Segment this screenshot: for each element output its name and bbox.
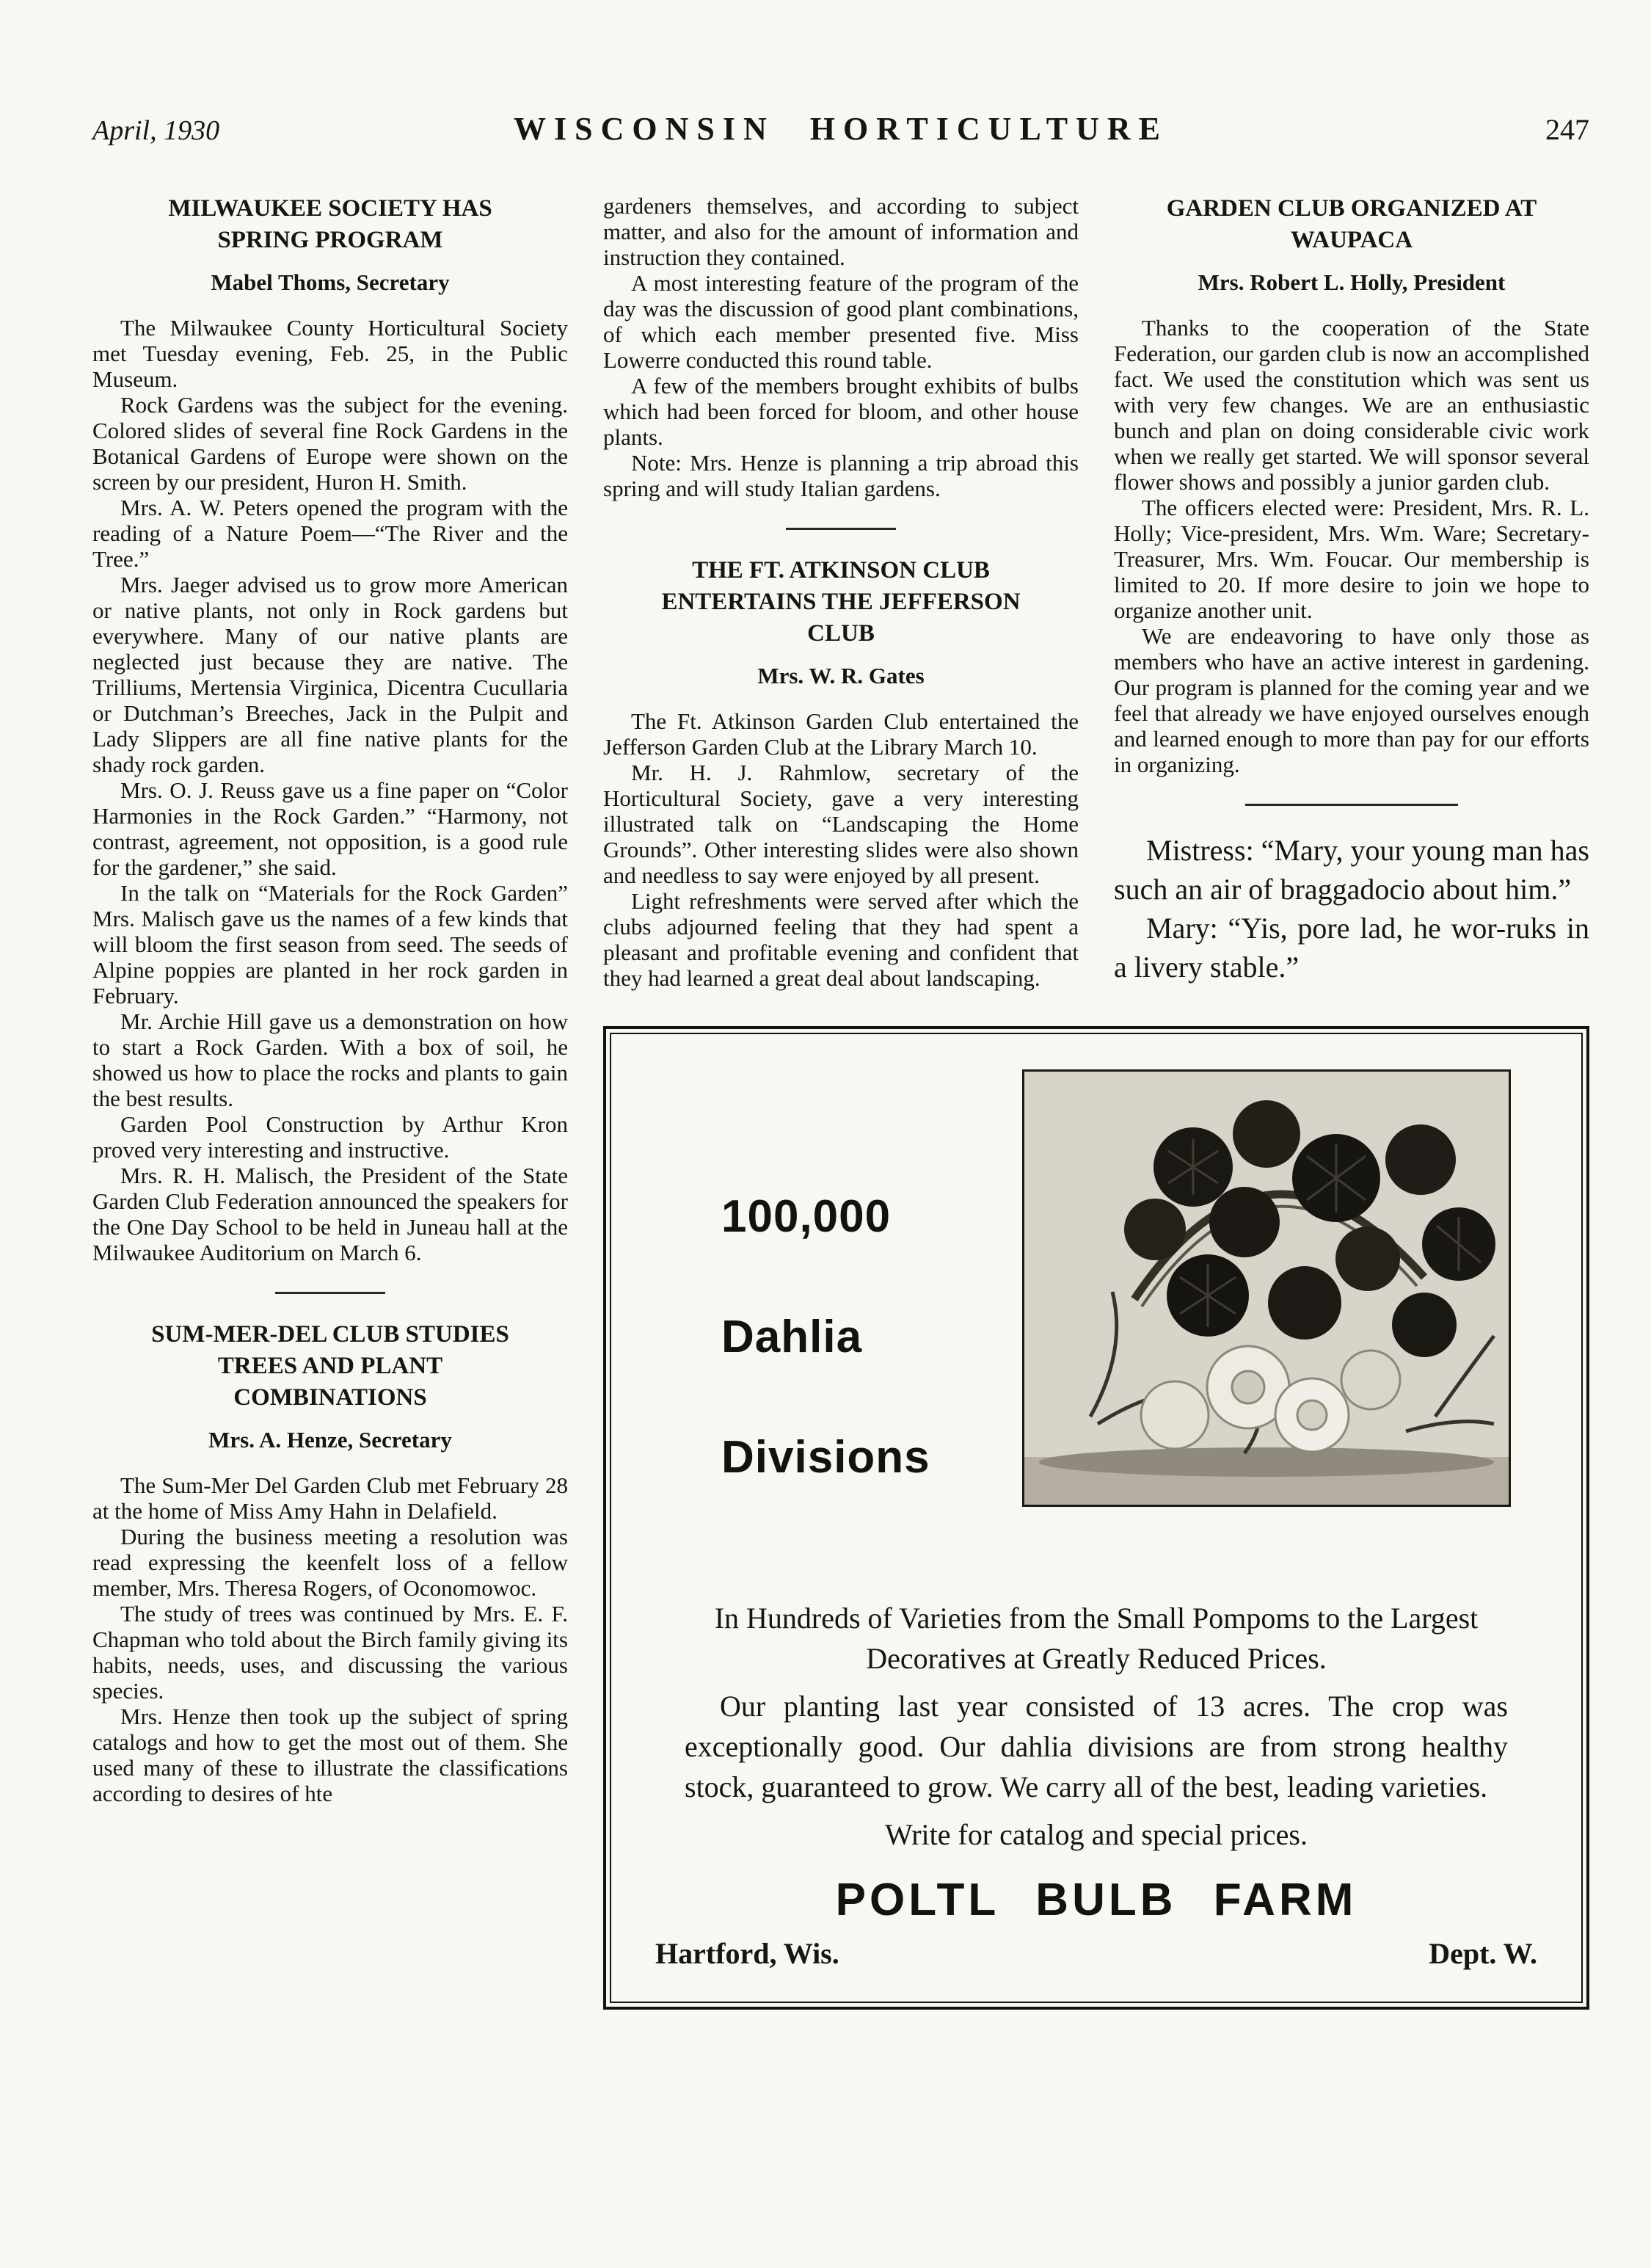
column-2 <box>603 193 1079 991</box>
paragraph: Mr. Archie Hill gave us a demonstration on how to start a Rock Garden. With a box of soil, he showed us how to place the rocks and plants to gain the best results. <box>92 1008 568 1111</box>
article-ft-atkinson <box>603 555 1079 991</box>
ad-headline <box>655 1069 1022 1555</box>
paragraph: Mr. H. J. Rahmlow, secretary of the Horticultural Society, gave a very interesting illustrated talk on “Landscaping the Home Grounds”. Other interesting slides were also shown and needless to say were enjoyed by all present. <box>603 760 1079 888</box>
paragraph: Thanks to the cooperation of the State Federation, our garden club is now an accomplished fact. We used the constitution which was sent us with very few changes. We are an enthusiastic bunch and plan on doing considerable civic work when we really get started. We will sponsor several flower shows and possibly a junior garden club. <box>1114 315 1589 495</box>
dahlia-photo <box>1022 1069 1511 1507</box>
paragraph: The Ft. Atkinson Garden Club entertained the Jefferson Garden Club at the Library March 10. <box>603 708 1079 760</box>
paragraph: Mrs. O. J. Reuss gave us a fine paper on “Color Harmonies in the Rock Garden.” “Harmony, not contrast, agreement, not opposition, is a good rule for the gardener,” she said. <box>92 777 568 880</box>
joke-line: Mistress: “Mary, your young man has such an air of braggadocio about him.” <box>1114 834 1589 906</box>
paragraph: Note: Mrs. Henze is planning a trip abroad this spring and will study Italian gardens. <box>603 450 1079 501</box>
joke-filler <box>1114 831 1589 986</box>
ad-company-name: POLTL BULB FARM <box>835 1875 1357 1925</box>
ad-headline-quantity: 100,000 <box>721 1191 892 1242</box>
article-title: SUM-MER-DEL CLUB STUDIES TREES AND PLANT COMBINATIONS <box>151 1321 509 1411</box>
ad-dept: Dept. W. <box>1429 1937 1537 1970</box>
paragraph: A few of the members brought exhibits of bulbs which had been forced for bloom, and other house plants. <box>603 373 1079 450</box>
right-region <box>603 193 1589 2010</box>
article-byline: Mabel Thoms, Secretary <box>211 269 450 295</box>
paragraph: In the talk on “Materials for the Rock Garden” Mrs. Malisch gave us the names of a few kinds that will bloom the first season from seed. The seeds of Alpine poppies are planted in her rock garden in February. <box>92 880 568 1008</box>
advertisement-poltl-bulb-farm <box>603 1026 1589 2010</box>
paragraph: gardeners themselves, and according to subject matter, and also for the amount of information and instruction they contained. <box>603 193 1079 270</box>
paragraph: Rock Gardens was the subject for the evening. Colored slides of several fine Rock Gardens in the Botanical Gardens of Europe were shown on the screen by our president, Huron H. Smith. <box>92 392 568 495</box>
running-head <box>92 110 1589 148</box>
article-waupaca <box>1114 193 1589 777</box>
journal-title: WISCONSIN HORTICULTURE <box>514 111 1168 147</box>
article-milwaukee-society <box>92 193 568 1265</box>
ad-inner-frame <box>610 1033 1583 2003</box>
paragraph: The Milwaukee County Horticultural Society met Tuesday evening, Feb. 25, in the Public Museum. <box>92 315 568 392</box>
paragraph: Mrs. A. W. Peters opened the program with the reading of a Nature Poem—“The River and the Tree.” <box>92 495 568 572</box>
column-3 <box>1114 193 1589 991</box>
section-divider <box>786 528 896 530</box>
paragraph: The study of trees was continued by Mrs. E. F. Chapman who told about the Birch family giving its habits, needs, uses, and discussing the various species. <box>92 1601 568 1704</box>
paragraph: We are endeavoring to have only those as members who have an active interest in gardening. Our program is planned for the coming year and we feel that already we have enjoyed ourselves enough and learned enough to more than pay for our efforts in organizing. <box>1114 623 1589 777</box>
page-number: 247 <box>1545 113 1589 146</box>
paragraph: Garden Pool Construction by Arthur Kron proved very interesting and instructive. <box>92 1111 568 1163</box>
article-summerdel-club <box>92 1319 568 1806</box>
paragraph: Mrs. Jaeger advised us to grow more American or native plants, not only in Rock gardens but everywhere. Many of our native plants are neglected just because they are native. The Trilliums, Mertensia Virginica, Dicentra Cucullaria or Dutchman’s Breeches, Jack in the Pulpit and Lady Slippers are all fine native plants for the shady rock garden. <box>92 572 568 777</box>
ad-body-copy <box>685 1598 1508 1855</box>
article-title: THE FT. ATKINSON CLUB ENTERTAINS THE JEFFERSON CLUB <box>661 557 1021 647</box>
paragraph: A most interesting feature of the program of the day was the discussion of good plant combinations, of which each member presented five. Miss Lowerre conducted this round table. <box>603 270 1079 373</box>
paragraph: The Sum-Mer Del Garden Club met February 28 at the home of Miss Amy Hahn in Delafield. <box>92 1472 568 1524</box>
ad-top-row <box>655 1069 1537 1555</box>
article-byline: Mrs. Robert L. Holly, President <box>1198 269 1506 295</box>
ad-paragraph: Our planting last year consisted of 13 acres. The crop was exceptionally good. Our dahlia divisions are from strong healthy stock, guaranteed to grow. We carry all of the best, leading varieties. <box>685 1690 1508 1803</box>
article-title: MILWAUKEE SOCIETY HAS SPRING PROGRAM <box>168 195 492 253</box>
text-columns <box>603 193 1589 991</box>
ad-paragraph: Write for catalog and special prices. <box>885 1818 1308 1851</box>
article-byline: Mrs. A. Henze, Secretary <box>208 1427 452 1453</box>
joke-line: Mary: “Yis, pore lad, he wor-ruks in a livery stable.” <box>1114 912 1589 984</box>
issue-date: April, 1930 <box>92 115 220 146</box>
dahlia-photo-illustration <box>1024 1072 1509 1505</box>
section-divider <box>1245 804 1458 806</box>
column-1 <box>92 193 568 2010</box>
section-divider <box>275 1292 385 1294</box>
paragraph: During the business meeting a resolution was read expressing the keenfelt loss of a fellow member, Mrs. Theresa Rogers, of Oconomowoc. <box>92 1524 568 1601</box>
ad-headline-divisions: Divisions <box>721 1432 930 1483</box>
paragraph: Mrs. R. H. Malisch, the President of the State Garden Club Federation announced the speakers for the One Day School to be held in Juneau hall at the Milwaukee Auditorium on March 6. <box>92 1163 568 1265</box>
ad-footer-row <box>655 1936 1537 1971</box>
article-byline: Mrs. W. R. Gates <box>757 663 925 688</box>
paragraph: Mrs. Henze then took up the subject of spring catalogs and how to get the most out of them. She used many of these to illustrate the classifications according to desires of hte <box>92 1704 568 1806</box>
ad-city: Hartford, Wis. <box>655 1937 839 1970</box>
article-continuation <box>603 193 1079 501</box>
ad-headline-dahlia: Dahlia <box>721 1312 863 1362</box>
paragraph: The officers elected were: President, Mrs. R. L. Holly; Vice-president, Mrs. Wm. Ware; Secretary-Treasurer, Mrs. Wm. Foucar. Our membership is limited to 20. If more desire to join we hope to organize another unit. <box>1114 495 1589 623</box>
article-title: GARDEN CLUB ORGANIZED AT WAUPACA <box>1166 195 1537 253</box>
page-content <box>92 193 1589 2010</box>
ad-paragraph: In Hundreds of Varieties from the Small Pompoms to the Largest Decoratives at Greatly Reduced Prices. <box>714 1602 1479 1675</box>
paragraph: Light refreshments were served after which the clubs adjourned feeling that they had spent a pleasant and profitable evening and confident that they had learned a great deal about landscaping. <box>603 888 1079 991</box>
